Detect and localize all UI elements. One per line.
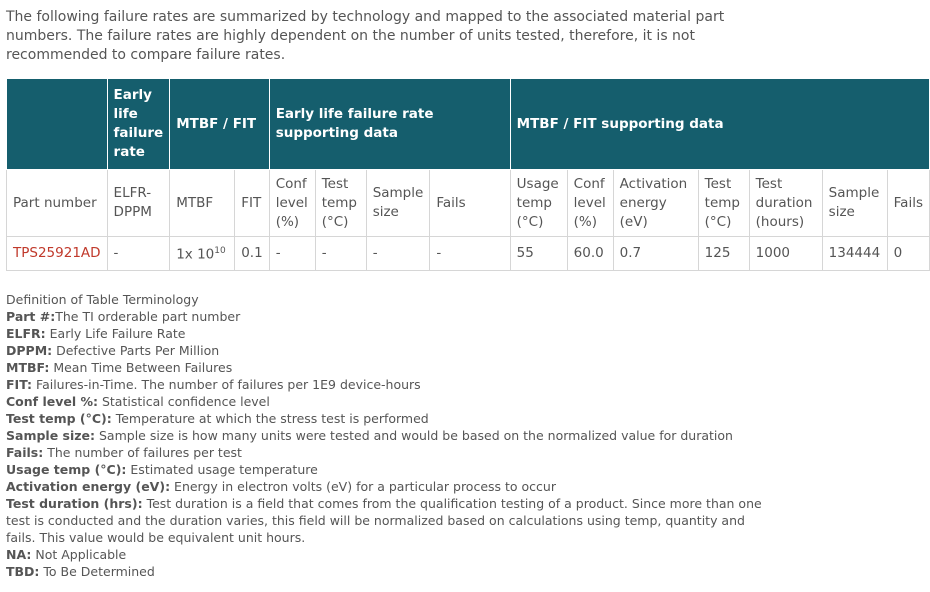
group-header-blank bbox=[7, 79, 108, 170]
header-elfr-dppm: ELFR-DPPM bbox=[107, 170, 170, 237]
reliability-table bbox=[6, 79, 930, 271]
cell-sample-size: - bbox=[366, 237, 430, 271]
definition-desc: Test duration is a field that comes from the qualification testing of a product. Since more than one test is conducted and the duration varies, this field will be normalized based on calculations using temp, quantity and fails. This value would be equivalent unit hours. bbox=[6, 496, 762, 545]
definition-term: Conf level %: bbox=[6, 394, 98, 409]
definition-desc: Sample size is how many units were tested and would be based on the normalized value for duration bbox=[95, 428, 733, 443]
header-conf-level: Conf level (%) bbox=[269, 170, 315, 237]
definition-item bbox=[6, 376, 766, 393]
definition-term: Test temp (°C): bbox=[6, 411, 112, 426]
definition-desc: Early Life Failure Rate bbox=[45, 326, 186, 341]
definition-term: Test duration (hrs): bbox=[6, 496, 143, 511]
definition-desc: Failures-in-Time. The number of failures per 1E9 device-hours bbox=[32, 377, 421, 392]
definition-item bbox=[6, 325, 766, 342]
cell-part-number[interactable] bbox=[7, 237, 108, 271]
cell-usage-temp: 55 bbox=[510, 237, 567, 271]
definition-desc: The TI orderable part number bbox=[55, 309, 241, 324]
cell-test-duration: 1000 bbox=[749, 237, 822, 271]
definition-item bbox=[6, 563, 766, 580]
definitions-heading: Definition of Table Terminology bbox=[6, 292, 199, 307]
cell-activation-energy: 0.7 bbox=[613, 237, 698, 271]
header-sample-size-2: Sample size bbox=[822, 170, 887, 237]
header-activation-energy: Activation energy (eV) bbox=[613, 170, 698, 237]
cell-fails-2: 0 bbox=[887, 237, 929, 271]
header-usage-temp: Usage temp (°C) bbox=[510, 170, 567, 237]
cell-test-temp: - bbox=[315, 237, 366, 271]
definition-desc: Defective Parts Per Million bbox=[52, 343, 220, 358]
table-row bbox=[7, 237, 930, 271]
header-test-duration: Test duration (hours) bbox=[749, 170, 822, 237]
definition-item bbox=[6, 546, 766, 563]
definition-item bbox=[6, 478, 766, 495]
header-mtbf: MTBF bbox=[170, 170, 235, 237]
definition-item bbox=[6, 359, 766, 376]
definition-item bbox=[6, 444, 766, 461]
part-number-link[interactable]: TPS25921AD bbox=[13, 245, 101, 261]
definition-item bbox=[6, 410, 766, 427]
definition-term: FIT: bbox=[6, 377, 33, 392]
cell-conf-level-2: 60.0 bbox=[567, 237, 613, 271]
definition-desc: Temperature at which the stress test is performed bbox=[111, 411, 429, 426]
group-header-row bbox=[7, 79, 930, 170]
group-header-mtbf-fit: MTBF / FIT bbox=[170, 79, 269, 170]
definition-term: Fails: bbox=[6, 445, 44, 460]
definition-term: Activation energy (eV): bbox=[6, 479, 171, 494]
header-test-temp-2: Test temp (°C) bbox=[698, 170, 749, 237]
group-header-mtbf-support: MTBF / FIT supporting data bbox=[510, 79, 929, 170]
header-fails: Fails bbox=[430, 170, 510, 237]
mtbf-exponent: 10 bbox=[214, 246, 226, 257]
header-fails-2: Fails bbox=[887, 170, 929, 237]
cell-elfr-dppm: - bbox=[107, 237, 170, 271]
group-header-early-support: Early life failure rate supporting data bbox=[269, 79, 510, 170]
definition-desc: The number of failures per test bbox=[43, 445, 242, 460]
definition-term: Usage temp (°C): bbox=[6, 462, 127, 477]
group-header-early-life: Early life failure rate bbox=[107, 79, 170, 170]
definition-term: MTBF: bbox=[6, 360, 50, 375]
definition-item bbox=[6, 427, 766, 444]
definition-term: TBD: bbox=[6, 564, 40, 579]
intro-text: The following failure rates are summarized by technology and mapped to the associated material part numbers. The failure rates are highly dependent on the number of units tested, therefore, it is not recommended to compare failure rates. bbox=[6, 9, 725, 63]
definition-term: DPPM: bbox=[6, 343, 53, 358]
definition-item bbox=[6, 342, 766, 359]
header-conf-level-2: Conf level (%) bbox=[567, 170, 613, 237]
header-part-number: Part number bbox=[7, 170, 108, 237]
definition-desc: To Be Determined bbox=[39, 564, 155, 579]
cell-test-temp-2: 125 bbox=[698, 237, 749, 271]
cell-fails: - bbox=[430, 237, 510, 271]
definition-desc: Not Applicable bbox=[31, 547, 127, 562]
definition-item bbox=[6, 495, 766, 546]
header-sample-size: Sample size bbox=[366, 170, 430, 237]
header-test-temp: Test temp (°C) bbox=[315, 170, 366, 237]
cell-sample-size-2: 134444 bbox=[822, 237, 887, 271]
definition-item bbox=[6, 461, 766, 478]
definition-desc: Energy in electron volts (eV) for a particular process to occur bbox=[170, 479, 556, 494]
cell-fit: 0.1 bbox=[235, 237, 269, 271]
header-fit: FIT bbox=[235, 170, 269, 237]
definition-desc: Mean Time Between Failures bbox=[49, 360, 233, 375]
definition-term: NA: bbox=[6, 547, 32, 562]
definition-term: ELFR: bbox=[6, 326, 46, 341]
definition-term: Part #: bbox=[6, 309, 56, 324]
mtbf-base: 1x 10 bbox=[176, 246, 215, 263]
cell-conf-level: - bbox=[269, 237, 315, 271]
definition-desc: Estimated usage temperature bbox=[126, 462, 318, 477]
definition-desc: Statistical confidence level bbox=[98, 394, 270, 409]
definition-item bbox=[6, 308, 766, 325]
cell-mtbf bbox=[170, 237, 235, 271]
definition-term: Sample size: bbox=[6, 428, 96, 443]
definitions-section bbox=[6, 291, 766, 580]
column-header-row bbox=[7, 170, 930, 237]
definition-item bbox=[6, 393, 766, 410]
